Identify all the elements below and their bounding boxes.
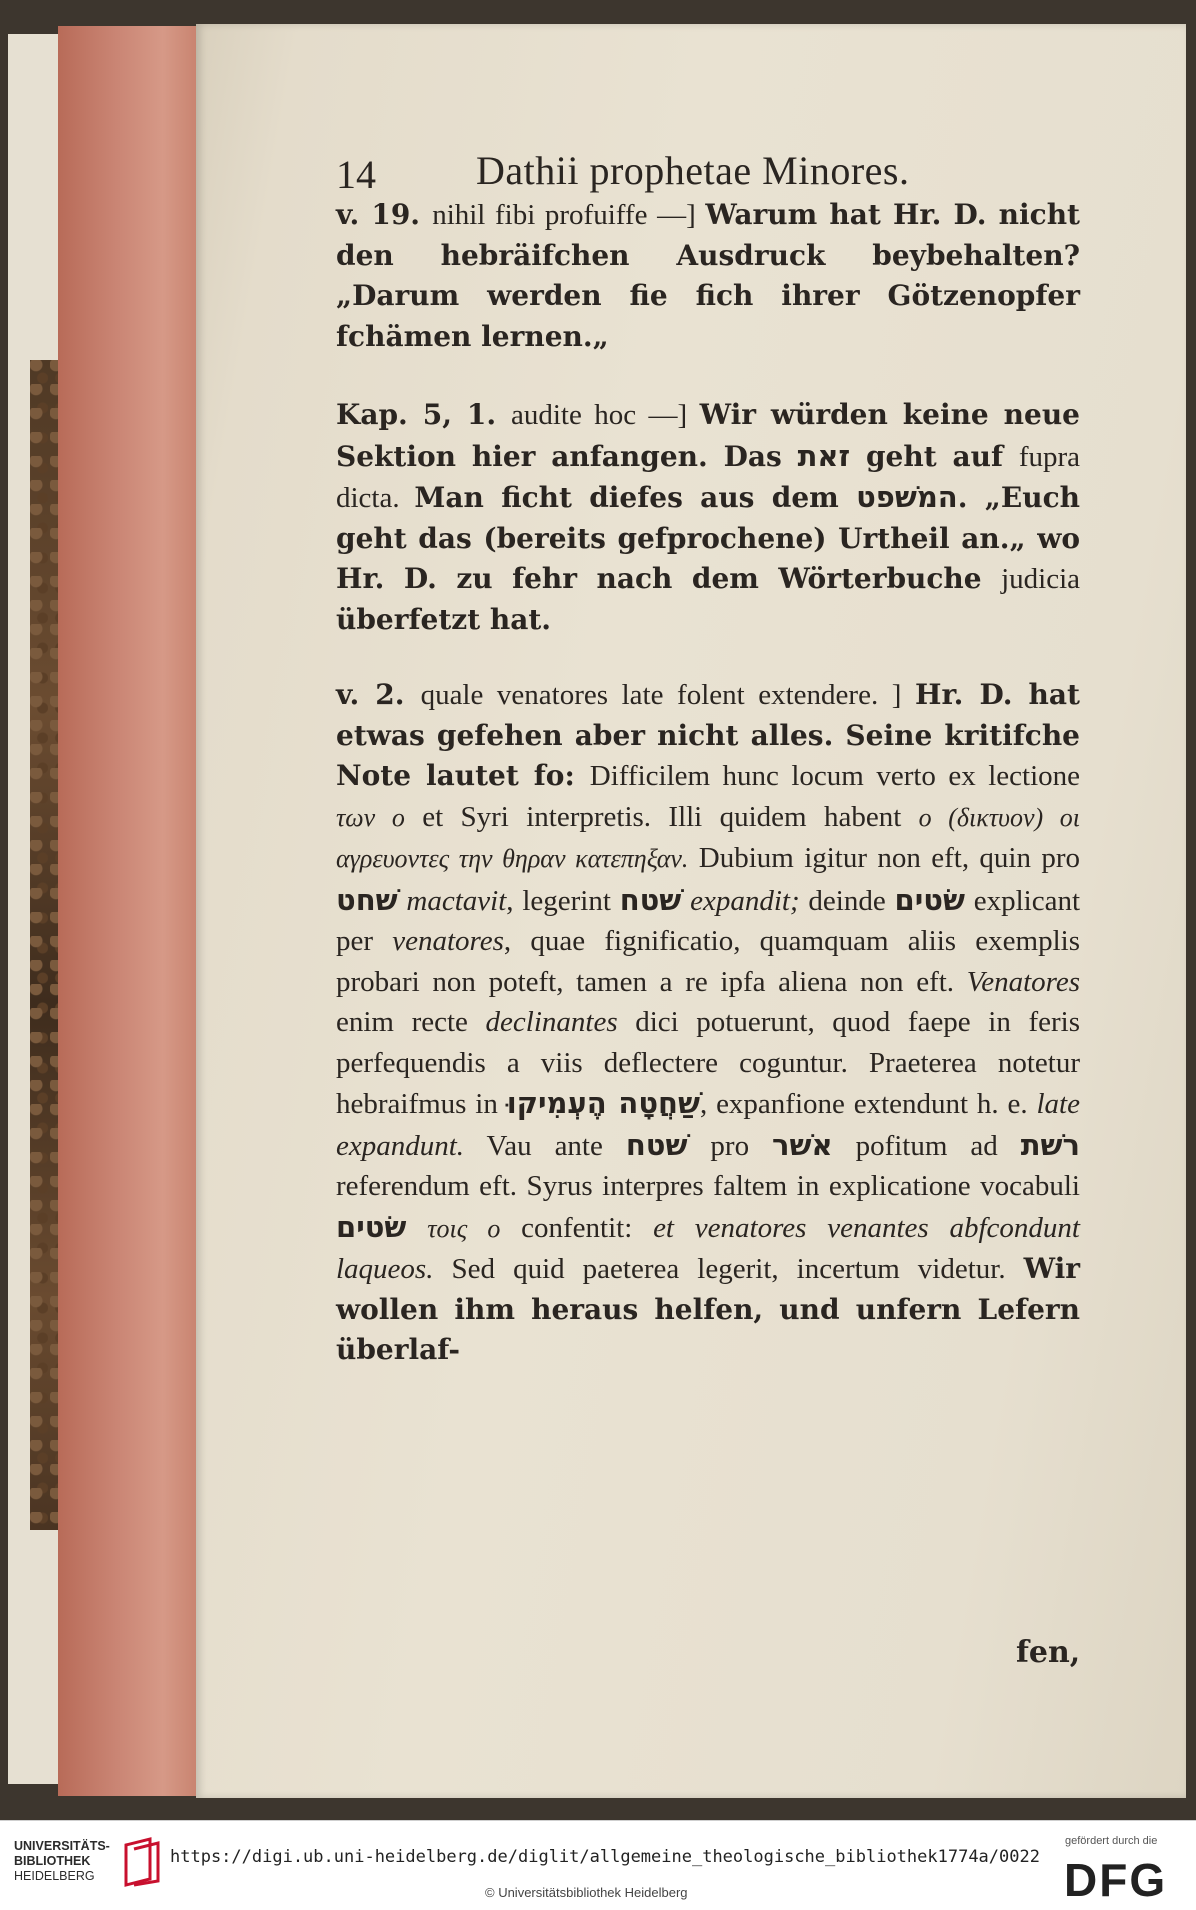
- text-run: fupra dicta.: [336, 440, 1080, 514]
- paragraph-text: [336, 395, 1080, 640]
- hebrew-word: רשׁת: [1020, 1127, 1080, 1162]
- text-run: Venatores: [966, 965, 1080, 998]
- greek-text: τοις ο: [427, 1213, 501, 1243]
- text-run: v. 2.: [336, 678, 421, 711]
- text-run: Wir würden keine neue Sektion hier anfangen. Das: [336, 398, 1080, 473]
- paragraph-text: [336, 195, 1080, 357]
- hebrew-word: שׁטח: [619, 882, 682, 917]
- paragraph: [336, 195, 1080, 357]
- text-run: expandit;: [690, 884, 800, 917]
- paragraph-text: [336, 675, 1080, 1371]
- text-run: nihil fibi profuiffe —]: [432, 199, 706, 231]
- text-run: v. 19.: [336, 198, 433, 231]
- text-run: Vau ante: [464, 1129, 626, 1162]
- text-run: Dubium igitur non eft, quin pro: [688, 842, 1080, 874]
- text-run: late expandunt.: [336, 1088, 1080, 1162]
- permalink[interactable]: https://digi.ub.uni-heidelberg.de/diglit/allgemeine_theologische_bibliothek1774a/0022: [170, 1847, 1040, 1867]
- text-run: confentit:: [500, 1211, 654, 1244]
- hebrew-word: שׁטח: [625, 1127, 688, 1162]
- hebrew-word: המשׁפט: [856, 480, 958, 514]
- text-run: geht auf: [850, 439, 1019, 473]
- text-run: Wir wollen ihm heraus helfen, und unfern Lefern überlaf-: [336, 1252, 1080, 1366]
- text-run: mactavit: [406, 884, 507, 917]
- library-name-line: HEIDELBERG: [14, 1869, 95, 1883]
- text-run: et Syri interpretis. Illi quidem habent: [404, 800, 919, 833]
- hebrew-word: שׂטים: [336, 1209, 407, 1244]
- text-run: deinde: [799, 884, 895, 917]
- copyright-notice: © Universitätsbibliothek Heidelberg: [485, 1885, 688, 1900]
- text-run: quale venatores late folent extendere. ]: [420, 679, 915, 711]
- text-run: et venatores venantes abfcondunt laqueos.: [336, 1211, 1080, 1285]
- text-run: überfetzt hat.: [336, 602, 552, 636]
- text-run: Kap. 5, 1.: [336, 398, 511, 431]
- text-run: explicant per: [336, 884, 1081, 957]
- page-number: 14: [336, 152, 376, 197]
- library-name-line: UNIVERSITÄTS-: [14, 1839, 110, 1853]
- text-run: , quae fignificatio, quamquam aliis exemplis probari non poteft, tamen a re ipfa aliena non eft.: [336, 925, 1080, 998]
- text-run: Difficilem hunc locum verto ex lectione: [589, 760, 1080, 792]
- text-run: referendum eft. Syrus interpres faltem in explicatione vocabuli: [336, 1170, 1080, 1202]
- library-name-line: BIBLIOTHEK: [14, 1854, 91, 1868]
- text-run: [681, 885, 690, 917]
- text-run: , expanfione extendunt h. e.: [699, 1088, 1037, 1120]
- text-run: . „Euch geht das (bereits gefprochene) Urtheil an.„ wo Hr. D. zu fehr nach dem Wörterbuche: [336, 481, 1080, 595]
- text-run: [406, 1212, 427, 1244]
- text-run: declinantes: [485, 1006, 618, 1038]
- paragraph: [336, 395, 1080, 640]
- dfg-logo: DFG: [1064, 1854, 1168, 1906]
- catchword: fen,: [1016, 1635, 1081, 1670]
- page-header: [336, 145, 1080, 195]
- library-logo-icon: [120, 1835, 164, 1887]
- text-run: venatores: [392, 925, 504, 957]
- text-run: dici potuerunt, quod faepe in feris perfequendis a viis deflectere coguntur. Praeterea notetur hebraifmus in: [336, 1006, 1080, 1120]
- hebrew-word: אשׁר: [772, 1127, 833, 1162]
- running-title: Dathii prophetae Minores.: [476, 148, 910, 193]
- text-run: pofitum ad: [832, 1129, 1021, 1162]
- paragraph: [336, 675, 1080, 1371]
- library-name: [14, 1839, 124, 1884]
- text-run: Warum hat Hr. D. nicht den hebräifchen Ausdruck beybehalten? „Darum werden fie fich ihrer Götzenopfer fchämen lernen.„: [336, 198, 1080, 353]
- text-run: Man ficht diefes aus dem: [414, 481, 857, 514]
- text-run: Sed quid paeterea legerit, incertum videtur.: [433, 1253, 1024, 1285]
- hebrew-word: שׂטים: [894, 882, 965, 917]
- viewer-footer: [0, 1820, 1196, 1910]
- hebrew-word: זאת: [797, 438, 851, 473]
- greek-text: ο (δικτυον) οι αγρευοντες την θηραν κατεπηξαν.: [336, 802, 1080, 873]
- text-run: , legerint: [506, 884, 620, 917]
- text-run: audite hoc —]: [510, 399, 700, 431]
- funding-note: gefördert durch die: [1065, 1835, 1158, 1847]
- text-run: pro: [687, 1129, 773, 1162]
- hebrew-word: שַׁחֲטָה הֶעְמִיקוּ: [506, 1086, 700, 1120]
- text-run: enim recte: [336, 1006, 486, 1038]
- text-run: Hr. D. hat etwas gefehen aber nicht alles. Seine kritifche Note lautet fo:: [336, 678, 1080, 792]
- greek-text: των ο: [336, 802, 405, 832]
- page-edges: [58, 26, 198, 1796]
- hebrew-word: שׁחט: [336, 882, 398, 917]
- text-run: judicia: [1001, 563, 1080, 595]
